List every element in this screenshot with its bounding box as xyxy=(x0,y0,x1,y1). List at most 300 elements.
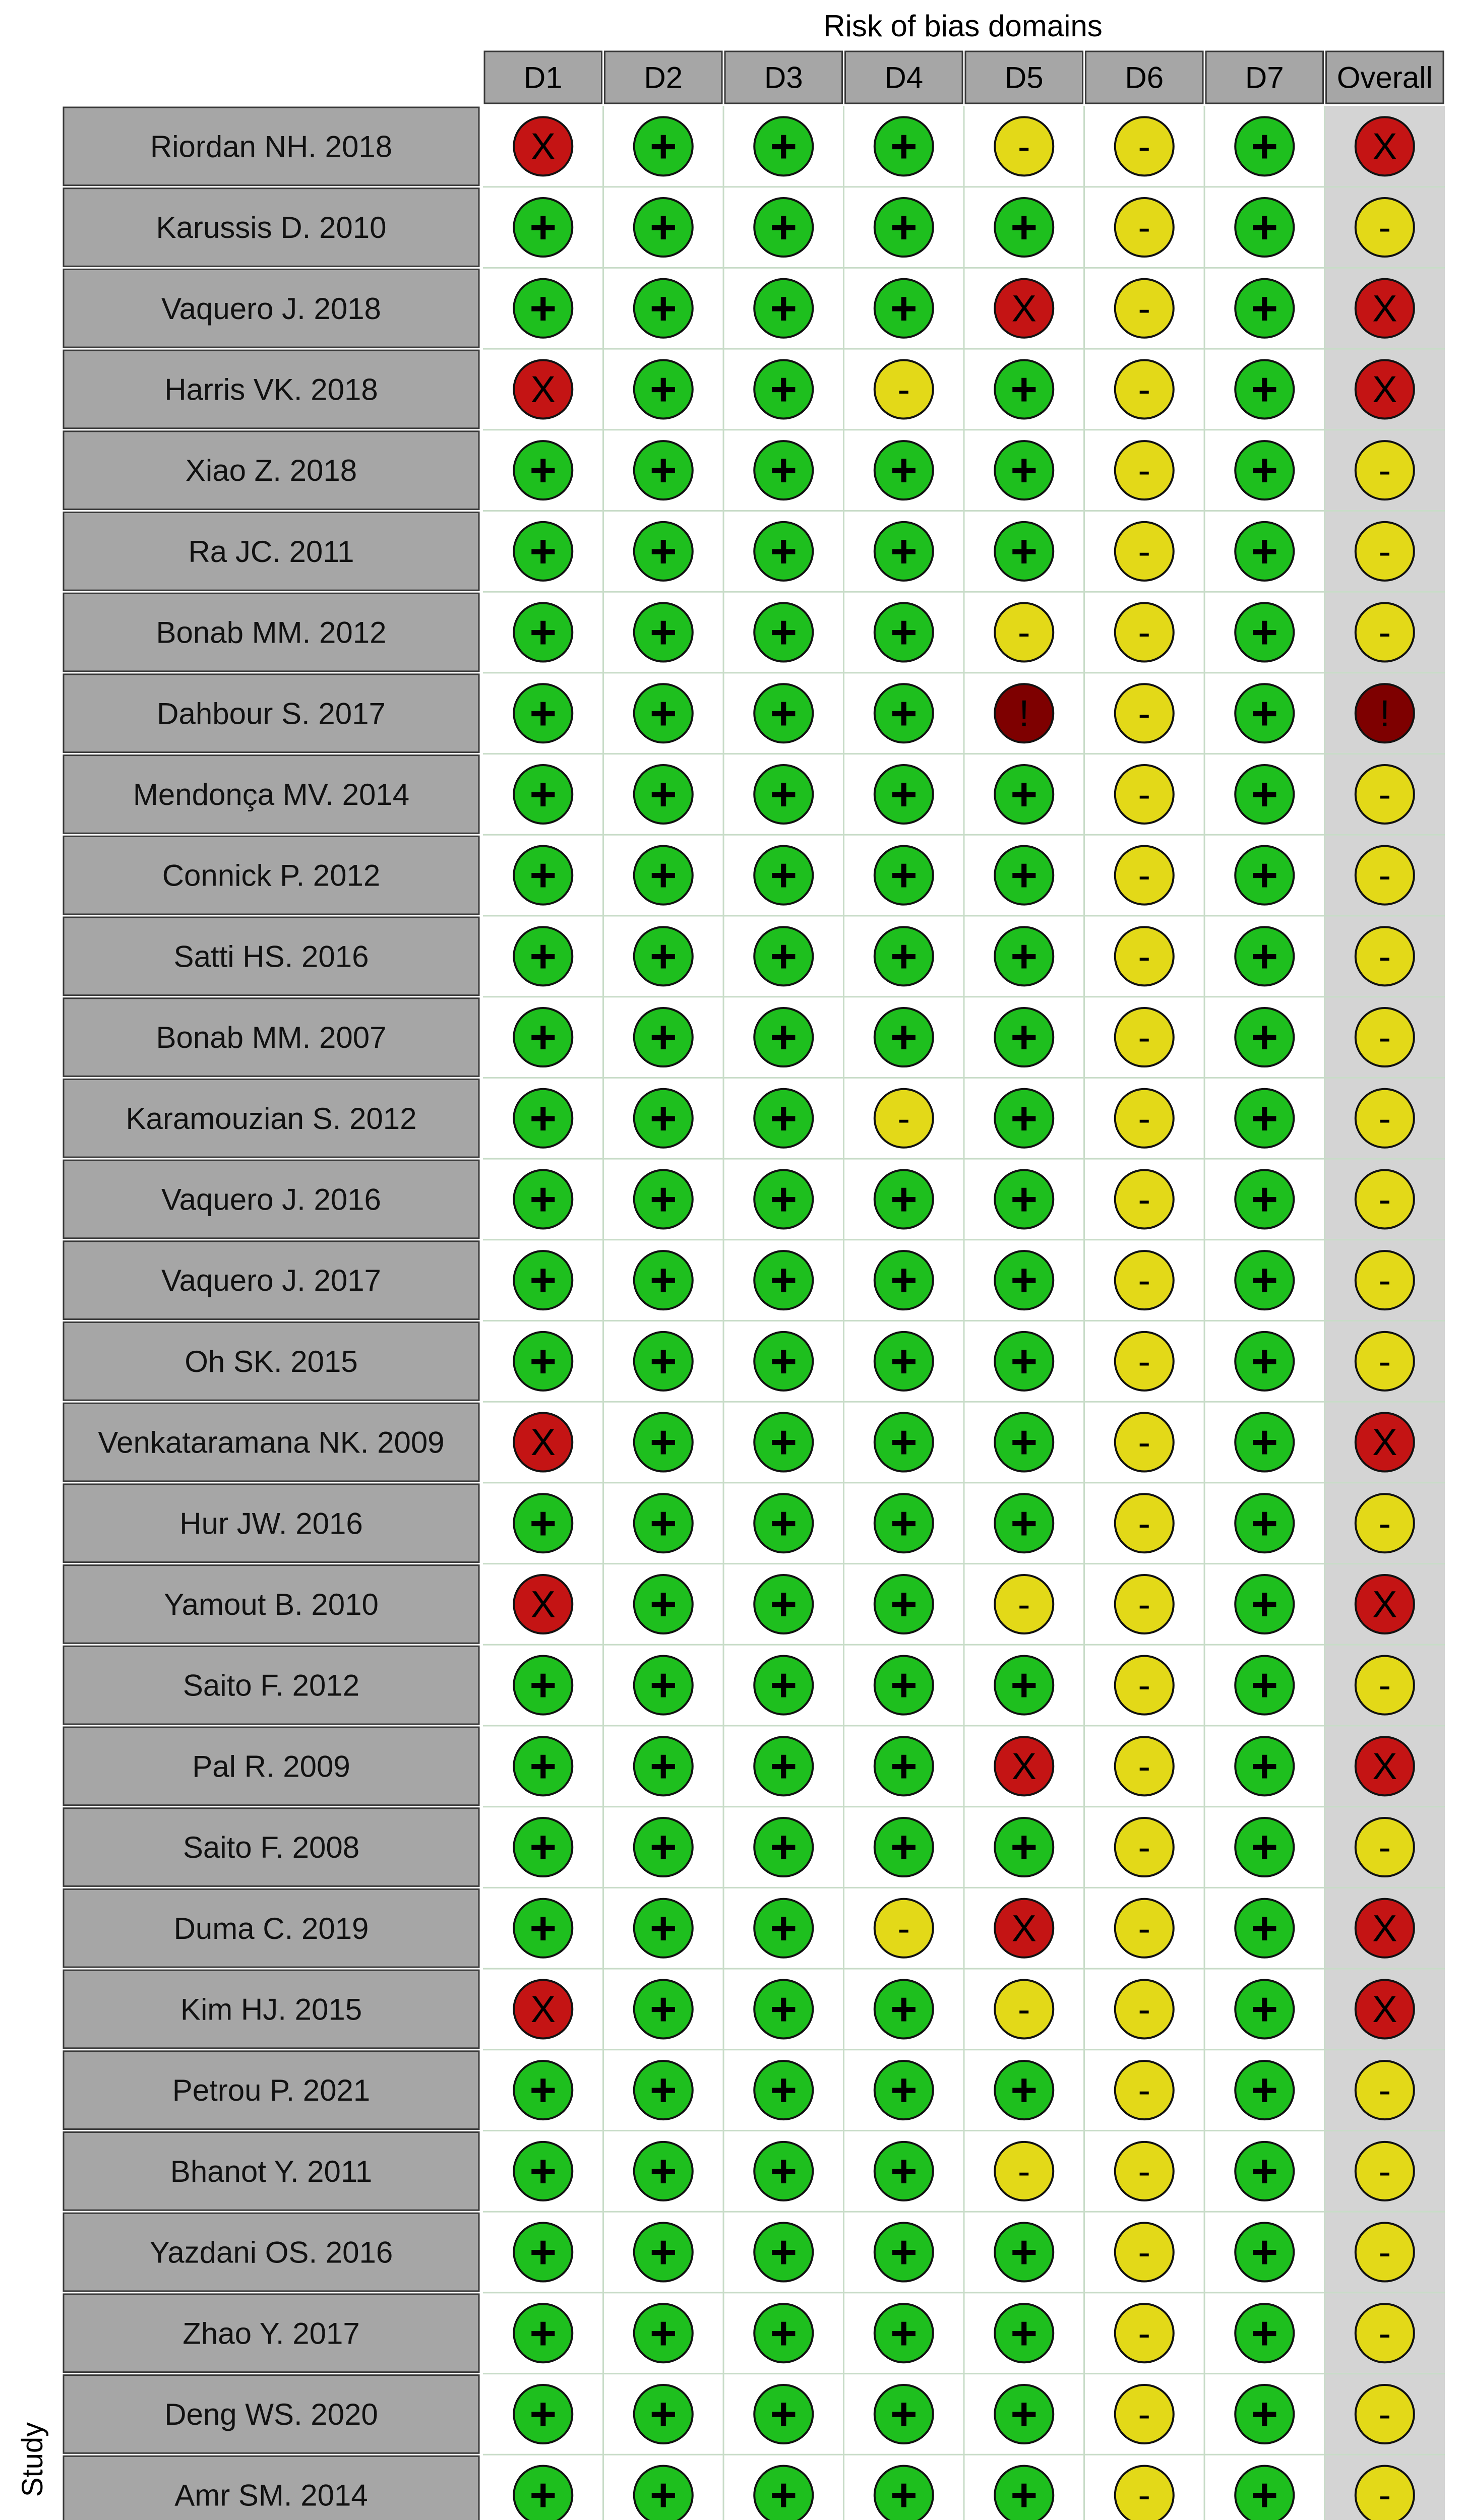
rating-symbol: + xyxy=(649,1092,677,1144)
rating-symbol: - xyxy=(1017,2150,1030,2192)
rating-symbol: + xyxy=(1251,202,1279,254)
rating-symbol: + xyxy=(1251,1983,1279,2035)
rating-symbol: + xyxy=(529,2064,557,2116)
rating-marker-low xyxy=(754,1008,813,1066)
study-label: Vaquero J. 2017 xyxy=(161,1264,381,1298)
rating-symbol: - xyxy=(1138,1583,1151,1625)
rating-symbol: - xyxy=(1378,1097,1391,1140)
rating-symbol: + xyxy=(770,1012,798,1063)
rating-marker-low xyxy=(875,1656,933,1715)
rating-marker-low xyxy=(754,1737,813,1795)
rating-symbol: X xyxy=(1011,287,1037,330)
rating-marker-low xyxy=(754,765,813,824)
rating-symbol: - xyxy=(1138,1826,1151,1868)
rating-symbol: + xyxy=(1010,2469,1038,2520)
rating-symbol: + xyxy=(649,2388,677,2440)
rating-marker-some xyxy=(1115,684,1174,742)
rating-marker-low xyxy=(995,522,1053,581)
study-label: Amr SM. 2014 xyxy=(174,2478,368,2512)
rating-marker-low xyxy=(995,846,1053,905)
rating-marker-low xyxy=(514,198,572,257)
rating-symbol: + xyxy=(890,2064,918,2116)
rating-marker-high xyxy=(514,1575,572,1633)
rating-marker-high xyxy=(514,117,572,175)
rating-marker-low xyxy=(1235,1170,1294,1228)
rating-symbol: - xyxy=(1017,125,1030,167)
rating-marker-low xyxy=(875,1332,933,1391)
rating-symbol: + xyxy=(529,445,557,496)
rating-symbol: + xyxy=(1251,1254,1279,1306)
rating-marker-low xyxy=(634,360,693,418)
rating-symbol: + xyxy=(1251,2064,1279,2116)
rating-marker-low xyxy=(514,1899,572,1958)
rating-marker-some xyxy=(1356,1656,1414,1715)
rating-marker-low xyxy=(634,279,693,338)
rating-symbol: X xyxy=(1372,1745,1397,1787)
rating-symbol: - xyxy=(1378,1340,1391,1382)
study-label: Harris VK. 2018 xyxy=(164,372,378,407)
rating-marker-low xyxy=(875,1170,933,1228)
rating-marker-some xyxy=(995,603,1053,662)
rating-symbol: + xyxy=(1251,930,1279,982)
study-label: Ra JC. 2011 xyxy=(188,534,354,569)
rating-symbol: + xyxy=(529,525,557,577)
rating-symbol: - xyxy=(1138,1421,1151,1464)
rating-symbol: + xyxy=(649,1173,677,1225)
rating-marker-low xyxy=(754,2223,813,2282)
rating-marker-low xyxy=(634,2466,693,2520)
rating-symbol: + xyxy=(770,1902,798,1954)
rating-marker-low xyxy=(1235,927,1294,985)
rating-marker-low xyxy=(1235,1413,1294,1472)
rating-marker-low xyxy=(875,2142,933,2200)
rating-marker-low xyxy=(995,441,1053,499)
rating-marker-low xyxy=(995,2385,1053,2443)
rating-marker-some xyxy=(1356,927,1414,985)
rating-marker-low xyxy=(754,2142,813,2200)
rating-marker-low xyxy=(995,1170,1053,1228)
rating-symbol: + xyxy=(1251,363,1279,415)
rating-marker-some xyxy=(1115,441,1174,499)
study-label: Duma C. 2019 xyxy=(173,1911,369,1945)
rating-marker-low xyxy=(1235,2304,1294,2362)
rating-symbol: + xyxy=(649,1902,677,1954)
rating-symbol: + xyxy=(1010,1497,1038,1549)
rating-symbol: + xyxy=(890,1012,918,1063)
rating-symbol: + xyxy=(770,2307,798,2359)
rating-symbol: + xyxy=(1251,606,1279,658)
rating-marker-low xyxy=(995,927,1053,985)
rating-symbol: X xyxy=(1011,1745,1037,1787)
rating-symbol: + xyxy=(649,849,677,901)
rating-symbol: + xyxy=(649,687,677,739)
rating-marker-low xyxy=(875,927,933,985)
rating-symbol: + xyxy=(890,768,918,820)
rating-symbol: + xyxy=(1010,849,1038,901)
rating-marker-high xyxy=(514,1980,572,2038)
rating-symbol: + xyxy=(770,1092,798,1144)
rating-marker-low xyxy=(634,684,693,742)
rating-symbol: + xyxy=(529,849,557,901)
rating-symbol: + xyxy=(770,2064,798,2116)
rating-marker-low xyxy=(875,2304,933,2362)
rating-symbol: + xyxy=(529,282,557,334)
rating-marker-low xyxy=(634,117,693,175)
rating-marker-some xyxy=(1115,1170,1174,1228)
rating-marker-high xyxy=(1356,1575,1414,1633)
chart-title: Risk of bias domains xyxy=(823,9,1103,43)
rating-symbol: + xyxy=(890,2469,918,2520)
study-label: Saito F. 2008 xyxy=(182,1831,360,1865)
rating-symbol: - xyxy=(1378,2150,1391,2192)
rating-symbol: + xyxy=(1010,525,1038,577)
rating-marker-low xyxy=(514,522,572,581)
rating-marker-low xyxy=(634,846,693,905)
rating-marker-low xyxy=(875,1737,933,1795)
y-axis-label: Study xyxy=(16,2422,49,2497)
rating-symbol: + xyxy=(1010,2388,1038,2440)
rating-symbol: - xyxy=(1378,1016,1391,1058)
rating-symbol: + xyxy=(770,1740,798,1792)
rating-symbol: + xyxy=(1010,2307,1038,2359)
rating-symbol: ! xyxy=(1379,692,1390,734)
rating-symbol: + xyxy=(1251,1012,1279,1063)
rating-symbol: - xyxy=(1138,1745,1151,1787)
rating-symbol: + xyxy=(649,606,677,658)
rating-symbol: + xyxy=(1251,768,1279,820)
rating-marker-some xyxy=(1115,2223,1174,2282)
rating-marker-low xyxy=(1235,198,1294,257)
rating-symbol: - xyxy=(1378,2393,1391,2435)
rating-symbol: + xyxy=(890,445,918,496)
rating-marker-some xyxy=(1356,1818,1414,1876)
rating-symbol: + xyxy=(1010,445,1038,496)
rating-marker-low xyxy=(514,2385,572,2443)
column-header-label: D2 xyxy=(644,60,683,95)
rating-marker-low xyxy=(634,2304,693,2362)
rating-symbol: - xyxy=(1378,935,1391,977)
rating-symbol: - xyxy=(1378,2312,1391,2354)
rating-symbol: + xyxy=(890,1497,918,1549)
rating-marker-some xyxy=(1115,1899,1174,1958)
rating-marker-some xyxy=(1356,2385,1414,2443)
rating-symbol: + xyxy=(890,930,918,982)
rating-marker-low xyxy=(754,846,813,905)
rating-marker-high xyxy=(995,279,1053,338)
rating-symbol: + xyxy=(770,1497,798,1549)
rating-marker-some xyxy=(995,2142,1053,2200)
rating-marker-some xyxy=(1115,1413,1174,1472)
rating-symbol: + xyxy=(1251,2226,1279,2278)
rating-marker-low xyxy=(514,2304,572,2362)
rating-symbol: X xyxy=(530,1583,556,1625)
rating-marker-low xyxy=(634,2061,693,2119)
rating-symbol: + xyxy=(1010,1254,1038,1306)
rating-marker-low xyxy=(1235,1008,1294,1066)
rating-marker-low xyxy=(1235,1332,1294,1391)
rating-symbol: - xyxy=(1017,1988,1030,2030)
rating-marker-some xyxy=(995,1980,1053,2038)
rating-symbol: + xyxy=(649,2145,677,2197)
rating-marker-some xyxy=(1115,360,1174,418)
rating-symbol: - xyxy=(1378,1502,1391,1544)
column-headers xyxy=(484,51,1443,103)
rating-symbol: - xyxy=(1378,449,1391,491)
rating-symbol: - xyxy=(1138,1664,1151,1707)
rating-symbol: + xyxy=(770,2145,798,2197)
rating-symbol: - xyxy=(1017,611,1030,654)
rating-marker-some xyxy=(1115,2304,1174,2362)
rating-symbol: X xyxy=(1372,1907,1397,1949)
rating-symbol: X xyxy=(1372,287,1397,330)
rating-symbol: + xyxy=(890,687,918,739)
rating-symbol: - xyxy=(1138,2474,1151,2516)
rating-symbol: + xyxy=(770,768,798,820)
rating-marker-high xyxy=(995,1737,1053,1795)
rating-symbol: + xyxy=(1251,2388,1279,2440)
rating-marker-low xyxy=(754,522,813,581)
rating-symbol: X xyxy=(530,368,556,410)
rating-symbol: + xyxy=(1010,1335,1038,1387)
rating-marker-critical xyxy=(1356,684,1414,742)
rating-symbol: + xyxy=(649,525,677,577)
rating-marker-low xyxy=(514,1008,572,1066)
rating-symbol: - xyxy=(1138,368,1151,410)
rating-symbol: + xyxy=(890,1254,918,1306)
rating-marker-some xyxy=(1115,117,1174,175)
rating-symbol: + xyxy=(770,1659,798,1711)
column-header-label: D7 xyxy=(1245,60,1284,95)
rating-symbol: - xyxy=(1138,2312,1151,2354)
rating-marker-low xyxy=(875,2385,933,2443)
rating-symbol: + xyxy=(649,1578,677,1630)
study-label: Karamouzian S. 2012 xyxy=(126,1101,417,1136)
rating-symbol: + xyxy=(649,1740,677,1792)
rating-marker-some xyxy=(1115,1251,1174,1309)
rating-symbol: + xyxy=(1251,1092,1279,1144)
rating-symbol: - xyxy=(1138,1502,1151,1544)
rating-symbol: + xyxy=(1251,445,1279,496)
rating-symbol: + xyxy=(649,2307,677,2359)
rating-symbol: - xyxy=(1138,611,1151,654)
rating-marker-low xyxy=(875,603,933,662)
rating-marker-low xyxy=(875,2223,933,2282)
rating-marker-some xyxy=(995,1575,1053,1633)
rating-marker-low xyxy=(1235,2142,1294,2200)
rating-marker-some xyxy=(1356,1008,1414,1066)
column-header-label: D4 xyxy=(884,60,924,95)
rating-marker-low xyxy=(514,1170,572,1228)
rating-marker-some xyxy=(1356,2466,1414,2520)
rating-marker-low xyxy=(995,2061,1053,2119)
rating-symbol: - xyxy=(1378,2474,1391,2516)
rating-marker-some xyxy=(1356,1251,1414,1309)
rating-marker-low xyxy=(634,2142,693,2200)
rating-symbol: + xyxy=(1251,1821,1279,1873)
rating-marker-some xyxy=(1115,1332,1174,1391)
rating-marker-low xyxy=(634,765,693,824)
study-label: Venkataramana NK. 2009 xyxy=(98,1425,445,1460)
rating-symbol: - xyxy=(1378,854,1391,897)
rating-marker-low xyxy=(875,765,933,824)
rating-symbol: - xyxy=(1378,530,1391,573)
rating-marker-low xyxy=(634,1656,693,1715)
rating-symbol: + xyxy=(890,1578,918,1630)
study-label: Vaquero J. 2018 xyxy=(161,291,381,326)
rating-marker-low xyxy=(995,1251,1053,1309)
rating-marker-low xyxy=(634,1575,693,1633)
rating-symbol: + xyxy=(1010,2226,1038,2278)
rating-marker-high xyxy=(1356,360,1414,418)
rating-marker-some xyxy=(1115,198,1174,257)
rating-marker-low xyxy=(514,441,572,499)
rating-symbol: + xyxy=(1010,1659,1038,1711)
rating-marker-low xyxy=(754,1656,813,1715)
rating-marker-low xyxy=(634,1332,693,1391)
rating-symbol: + xyxy=(770,606,798,658)
rating-marker-low xyxy=(514,2142,572,2200)
rating-symbol: - xyxy=(1138,692,1151,734)
rating-symbol: + xyxy=(649,930,677,982)
rating-marker-some xyxy=(1115,1089,1174,1148)
rating-marker-some xyxy=(1356,1170,1414,1228)
rating-symbol: + xyxy=(770,202,798,254)
study-label: Yamout B. 2010 xyxy=(164,1587,379,1621)
rating-marker-low xyxy=(754,927,813,985)
rating-marker-low xyxy=(875,1980,933,2038)
rating-marker-some xyxy=(1115,1818,1174,1876)
rating-symbol: + xyxy=(649,2469,677,2520)
rating-marker-low xyxy=(634,1170,693,1228)
rating-symbol: + xyxy=(890,1740,918,1792)
rating-symbol: + xyxy=(890,120,918,172)
rating-marker-low xyxy=(754,279,813,338)
study-label: Deng WS. 2020 xyxy=(164,2397,378,2431)
rating-marker-low xyxy=(1235,1818,1294,1876)
rating-symbol: + xyxy=(890,202,918,254)
column-header-label: D3 xyxy=(764,60,803,95)
rating-symbol: + xyxy=(1251,1659,1279,1711)
rating-marker-low xyxy=(1235,2223,1294,2282)
rating-symbol: - xyxy=(1378,2069,1391,2111)
rating-marker-low xyxy=(754,441,813,499)
rating-symbol: - xyxy=(1138,125,1151,167)
rating-symbol: + xyxy=(529,606,557,658)
study-label: Yazdani OS. 2016 xyxy=(149,2235,393,2270)
rating-marker-some xyxy=(1115,2385,1174,2443)
rating-symbol: + xyxy=(1010,1012,1038,1063)
rating-marker-low xyxy=(875,117,933,175)
rating-marker-some xyxy=(1356,441,1414,499)
rating-marker-low xyxy=(634,1818,693,1876)
rating-marker-low xyxy=(754,1089,813,1148)
rating-marker-low xyxy=(754,360,813,418)
rating-marker-low xyxy=(875,1818,933,1876)
rating-symbol: + xyxy=(649,1983,677,2035)
rating-marker-low xyxy=(995,1494,1053,1552)
study-label: Bonab MM. 2012 xyxy=(156,615,387,650)
rating-symbol: + xyxy=(1010,1173,1038,1225)
rating-marker-low xyxy=(634,1251,693,1309)
study-label: Zhao Y. 2017 xyxy=(182,2316,360,2351)
rating-symbol: + xyxy=(649,1416,677,1468)
rating-symbol: X xyxy=(530,1421,556,1464)
rating-symbol: - xyxy=(1138,449,1151,491)
rating-symbol: + xyxy=(649,1254,677,1306)
rating-symbol: + xyxy=(1010,930,1038,982)
rating-marker-low xyxy=(1235,360,1294,418)
rating-symbol: X xyxy=(1372,1421,1397,1464)
rating-symbol: - xyxy=(1378,2231,1391,2274)
rating-symbol: + xyxy=(1251,120,1279,172)
rating-marker-some xyxy=(1115,522,1174,581)
rating-marker-low xyxy=(514,1737,572,1795)
rating-marker-low xyxy=(634,1089,693,1148)
rating-symbol: + xyxy=(1251,1173,1279,1225)
rating-marker-low xyxy=(875,2466,933,2520)
rating-symbol: + xyxy=(1251,687,1279,739)
rating-marker-low xyxy=(875,1008,933,1066)
rating-symbol: + xyxy=(1010,202,1038,254)
rating-marker-some xyxy=(875,360,933,418)
rating-marker-low xyxy=(634,522,693,581)
rating-marker-low xyxy=(754,603,813,662)
rating-marker-low xyxy=(1235,765,1294,824)
rating-marker-some xyxy=(1356,2142,1414,2200)
rating-symbol: + xyxy=(770,1254,798,1306)
rating-marker-low xyxy=(1235,441,1294,499)
study-label: Pal R. 2009 xyxy=(192,1749,350,1784)
rating-symbol: X xyxy=(1011,1907,1037,1949)
rating-marker-low xyxy=(1235,2061,1294,2119)
rating-marker-low xyxy=(514,1332,572,1391)
rating-marker-low xyxy=(514,1818,572,1876)
rating-marker-high xyxy=(1356,279,1414,338)
rating-symbol: + xyxy=(529,2388,557,2440)
rating-marker-high xyxy=(1356,1980,1414,2038)
rating-marker-some xyxy=(1356,1332,1414,1391)
rating-marker-some xyxy=(1356,198,1414,257)
rating-symbol: - xyxy=(897,1097,910,1140)
rating-symbol: + xyxy=(770,1821,798,1873)
rating-symbol: + xyxy=(1251,2307,1279,2359)
rating-symbol: + xyxy=(890,1659,918,1711)
rating-marker-some xyxy=(1356,1089,1414,1148)
rating-marker-some xyxy=(1115,1575,1174,1633)
rating-symbol: - xyxy=(1138,1178,1151,1220)
rating-symbol: + xyxy=(890,1821,918,1873)
study-label: Satti HS. 2016 xyxy=(173,939,369,974)
rating-marker-low xyxy=(995,2304,1053,2362)
column-header-label: D1 xyxy=(523,60,563,95)
rating-symbol: + xyxy=(890,2307,918,2359)
rating-symbol: - xyxy=(1138,287,1151,330)
rating-symbol: - xyxy=(1138,530,1151,573)
rating-symbol: + xyxy=(770,2226,798,2278)
rating-symbol: + xyxy=(649,445,677,496)
rating-marker-some xyxy=(1356,2304,1414,2362)
rating-marker-high xyxy=(995,1899,1053,1958)
rating-symbol: + xyxy=(649,1659,677,1711)
rating-marker-low xyxy=(1235,2466,1294,2520)
rating-marker-some xyxy=(1115,1008,1174,1066)
rating-marker-low xyxy=(1235,603,1294,662)
rating-marker-some xyxy=(1356,603,1414,662)
rating-symbol: X xyxy=(530,125,556,167)
rating-marker-low xyxy=(995,1656,1053,1715)
rating-symbol: + xyxy=(770,1335,798,1387)
rating-marker-high xyxy=(1356,1413,1414,1472)
